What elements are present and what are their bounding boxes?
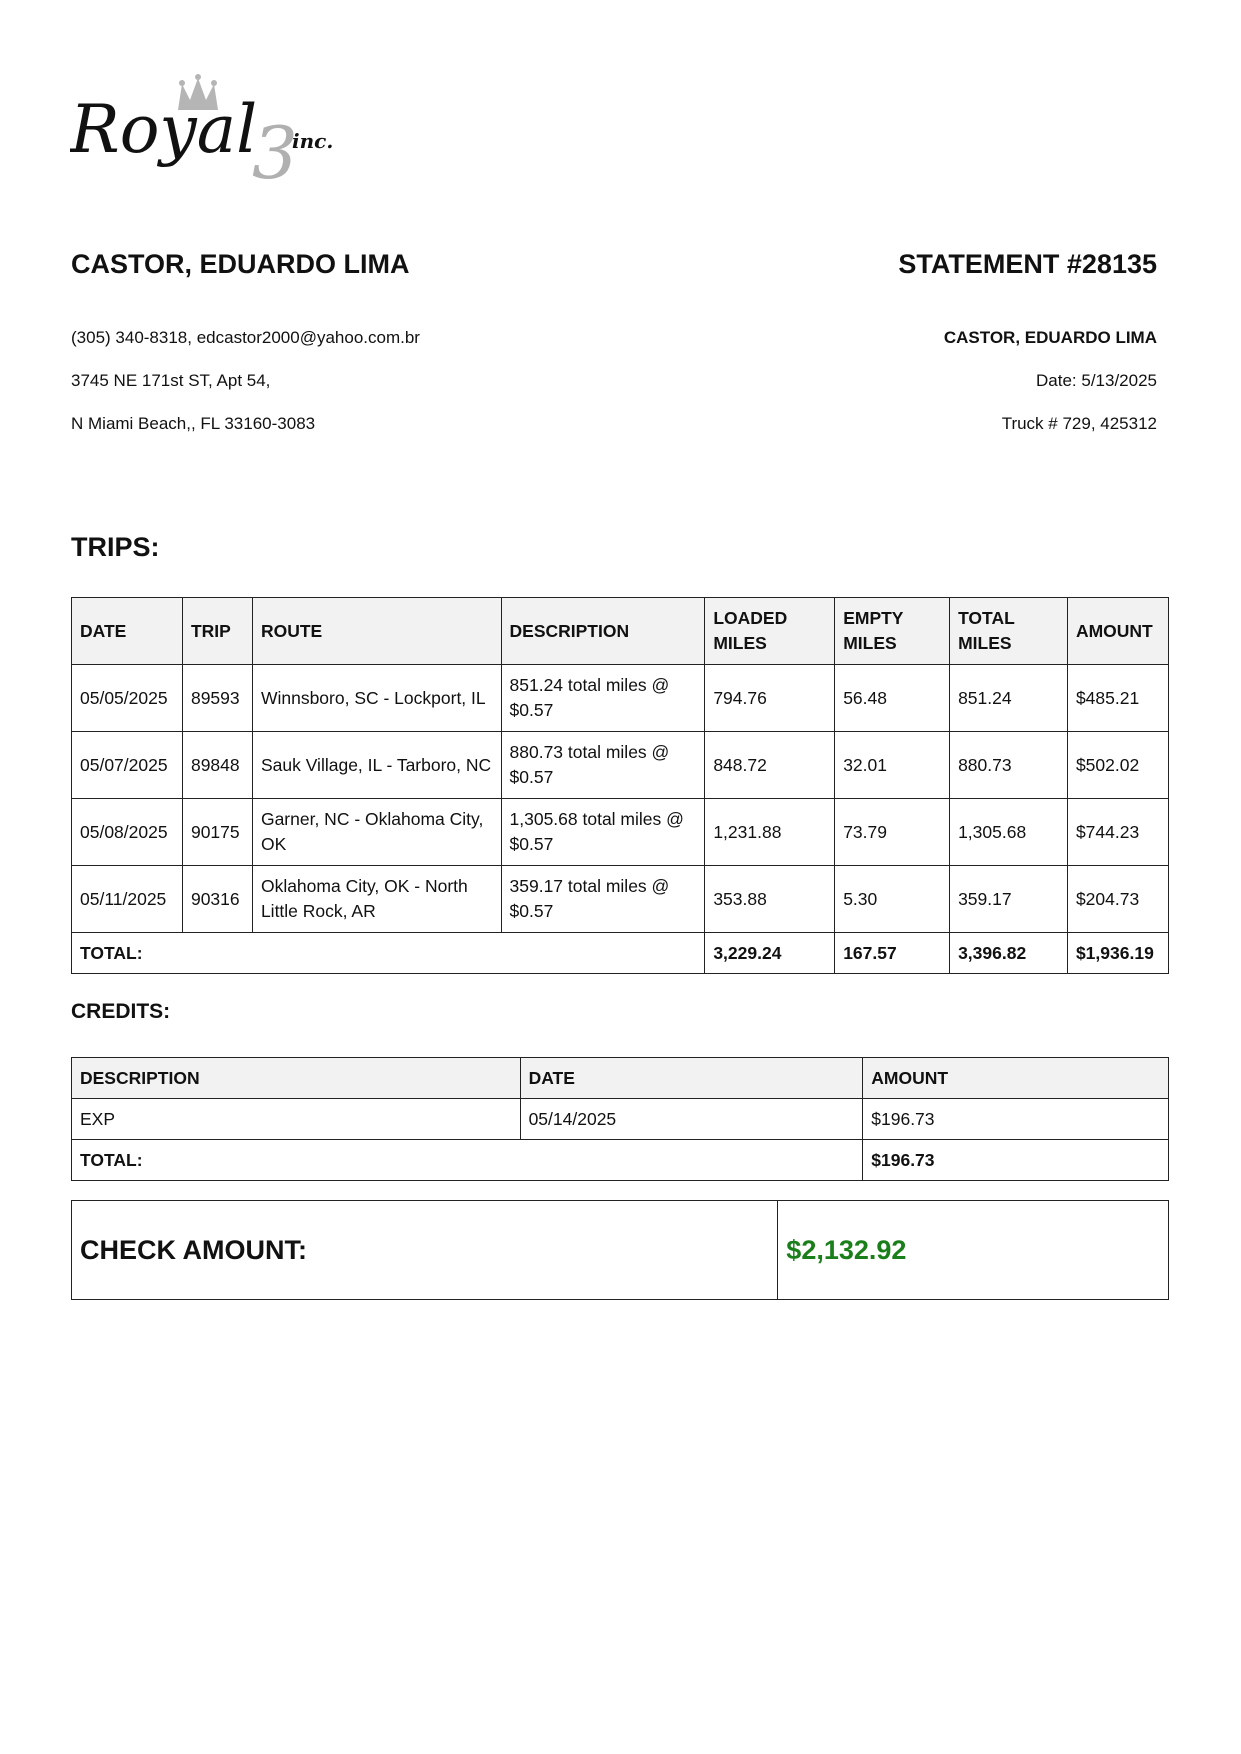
driver-address-line2: N Miami Beach,, FL 33160-3083 bbox=[71, 414, 316, 433]
table-row bbox=[72, 665, 1169, 732]
table-total-row bbox=[72, 933, 1169, 974]
table-header-row bbox=[72, 1058, 1169, 1099]
driver-contact: (305) 340-8318, edcastor2000@yahoo.com.br bbox=[71, 328, 420, 347]
table-row bbox=[72, 799, 1169, 866]
cell-date: 05/11/2025 bbox=[72, 866, 183, 933]
statement-name: CASTOR, EDUARDO LIMA bbox=[943, 328, 1157, 347]
total-label: TOTAL: bbox=[72, 933, 705, 974]
cell-date: 05/07/2025 bbox=[72, 732, 183, 799]
col-header-total-miles: TOTAL MILES bbox=[950, 598, 1068, 665]
cell-route: Garner, NC - Oklahoma City, OK bbox=[252, 799, 501, 866]
check-row bbox=[72, 1201, 1169, 1300]
col-header-empty-miles: EMPTY MILES bbox=[835, 598, 950, 665]
col-header-description: DESCRIPTION bbox=[501, 598, 705, 665]
cell-trip: 89593 bbox=[182, 665, 252, 732]
cell-empty-miles: 32.01 bbox=[835, 732, 950, 799]
total-label: TOTAL: bbox=[72, 1140, 863, 1181]
logo-suffix: inc. bbox=[292, 129, 334, 153]
total-loaded-miles: 3,229.24 bbox=[705, 933, 835, 974]
total-empty-miles: 167.57 bbox=[835, 933, 950, 974]
table-header-row bbox=[72, 598, 1169, 665]
cell-trip: 90316 bbox=[182, 866, 252, 933]
total-miles: 3,396.82 bbox=[950, 933, 1068, 974]
credits-table bbox=[71, 1057, 1169, 1181]
cell-route: Sauk Village, IL - Tarboro, NC bbox=[252, 732, 501, 799]
col-header-date: DATE bbox=[72, 598, 183, 665]
logo-number: 3 bbox=[252, 111, 298, 192]
cell-total-miles: 359.17 bbox=[950, 866, 1068, 933]
col-header-description: DESCRIPTION bbox=[72, 1058, 521, 1099]
statement-date: Date: 5/13/2025 bbox=[1036, 371, 1157, 390]
table-row bbox=[72, 732, 1169, 799]
table-total-row bbox=[72, 1140, 1169, 1181]
cell-total-miles: 880.73 bbox=[950, 732, 1068, 799]
cell-total-miles: 1,305.68 bbox=[950, 799, 1068, 866]
driver-name: CASTOR, EDUARDO LIMA bbox=[71, 249, 410, 279]
trips-title: TRIPS: bbox=[71, 532, 160, 562]
trips-table bbox=[71, 597, 1169, 974]
cell-description: 359.17 total miles @ $0.57 bbox=[501, 866, 705, 933]
cell-route: Oklahoma City, OK - North Little Rock, AR bbox=[252, 866, 501, 933]
cell-loaded-miles: 794.76 bbox=[705, 665, 835, 732]
cell-trip: 90175 bbox=[182, 799, 252, 866]
logo-wordmark: Royal bbox=[70, 91, 258, 168]
col-header-date: DATE bbox=[520, 1058, 863, 1099]
driver-address-line1: 3745 NE 171st ST, Apt 54, bbox=[71, 371, 271, 390]
cell-amount: $744.23 bbox=[1067, 799, 1168, 866]
cell-date: 05/08/2025 bbox=[72, 799, 183, 866]
credits-title: CREDITS: bbox=[71, 1000, 171, 1023]
cell-amount: $196.73 bbox=[863, 1099, 1169, 1140]
check-amount-value: $2,132.92 bbox=[778, 1201, 1169, 1300]
table-row bbox=[72, 1099, 1169, 1140]
col-header-amount: AMOUNT bbox=[863, 1058, 1169, 1099]
total-amount: $196.73 bbox=[863, 1140, 1169, 1181]
cell-amount: $485.21 bbox=[1067, 665, 1168, 732]
col-header-trip: TRIP bbox=[182, 598, 252, 665]
col-header-loaded-miles: LOADED MILES bbox=[705, 598, 835, 665]
cell-description: 880.73 total miles @ $0.57 bbox=[501, 732, 705, 799]
cell-total-miles: 851.24 bbox=[950, 665, 1068, 732]
cell-trip: 89848 bbox=[182, 732, 252, 799]
col-header-amount: AMOUNT bbox=[1067, 598, 1168, 665]
total-amount: $1,936.19 bbox=[1067, 933, 1168, 974]
cell-amount: $204.73 bbox=[1067, 866, 1168, 933]
truck-number: Truck # 729, 425312 bbox=[1001, 414, 1157, 433]
col-header-route: ROUTE bbox=[252, 598, 501, 665]
check-amount-label: CHECK AMOUNT: bbox=[72, 1201, 778, 1300]
cell-description: 1,305.68 total miles @ $0.57 bbox=[501, 799, 705, 866]
cell-route: Winnsboro, SC - Lockport, IL bbox=[252, 665, 501, 732]
cell-amount: $502.02 bbox=[1067, 732, 1168, 799]
cell-date: 05/14/2025 bbox=[520, 1099, 863, 1140]
statement-info bbox=[898, 248, 1157, 434]
cell-empty-miles: 5.30 bbox=[835, 866, 950, 933]
cell-description: EXP bbox=[72, 1099, 521, 1140]
cell-date: 05/05/2025 bbox=[72, 665, 183, 732]
check-amount-box bbox=[71, 1200, 1169, 1300]
table-row bbox=[72, 866, 1169, 933]
cell-loaded-miles: 848.72 bbox=[705, 732, 835, 799]
company-logo bbox=[70, 72, 390, 192]
cell-empty-miles: 73.79 bbox=[835, 799, 950, 866]
statement-title: STATEMENT #28135 bbox=[898, 249, 1157, 279]
cell-loaded-miles: 353.88 bbox=[705, 866, 835, 933]
cell-loaded-miles: 1,231.88 bbox=[705, 799, 835, 866]
cell-description: 851.24 total miles @ $0.57 bbox=[501, 665, 705, 732]
cell-empty-miles: 56.48 bbox=[835, 665, 950, 732]
driver-info bbox=[71, 248, 420, 434]
